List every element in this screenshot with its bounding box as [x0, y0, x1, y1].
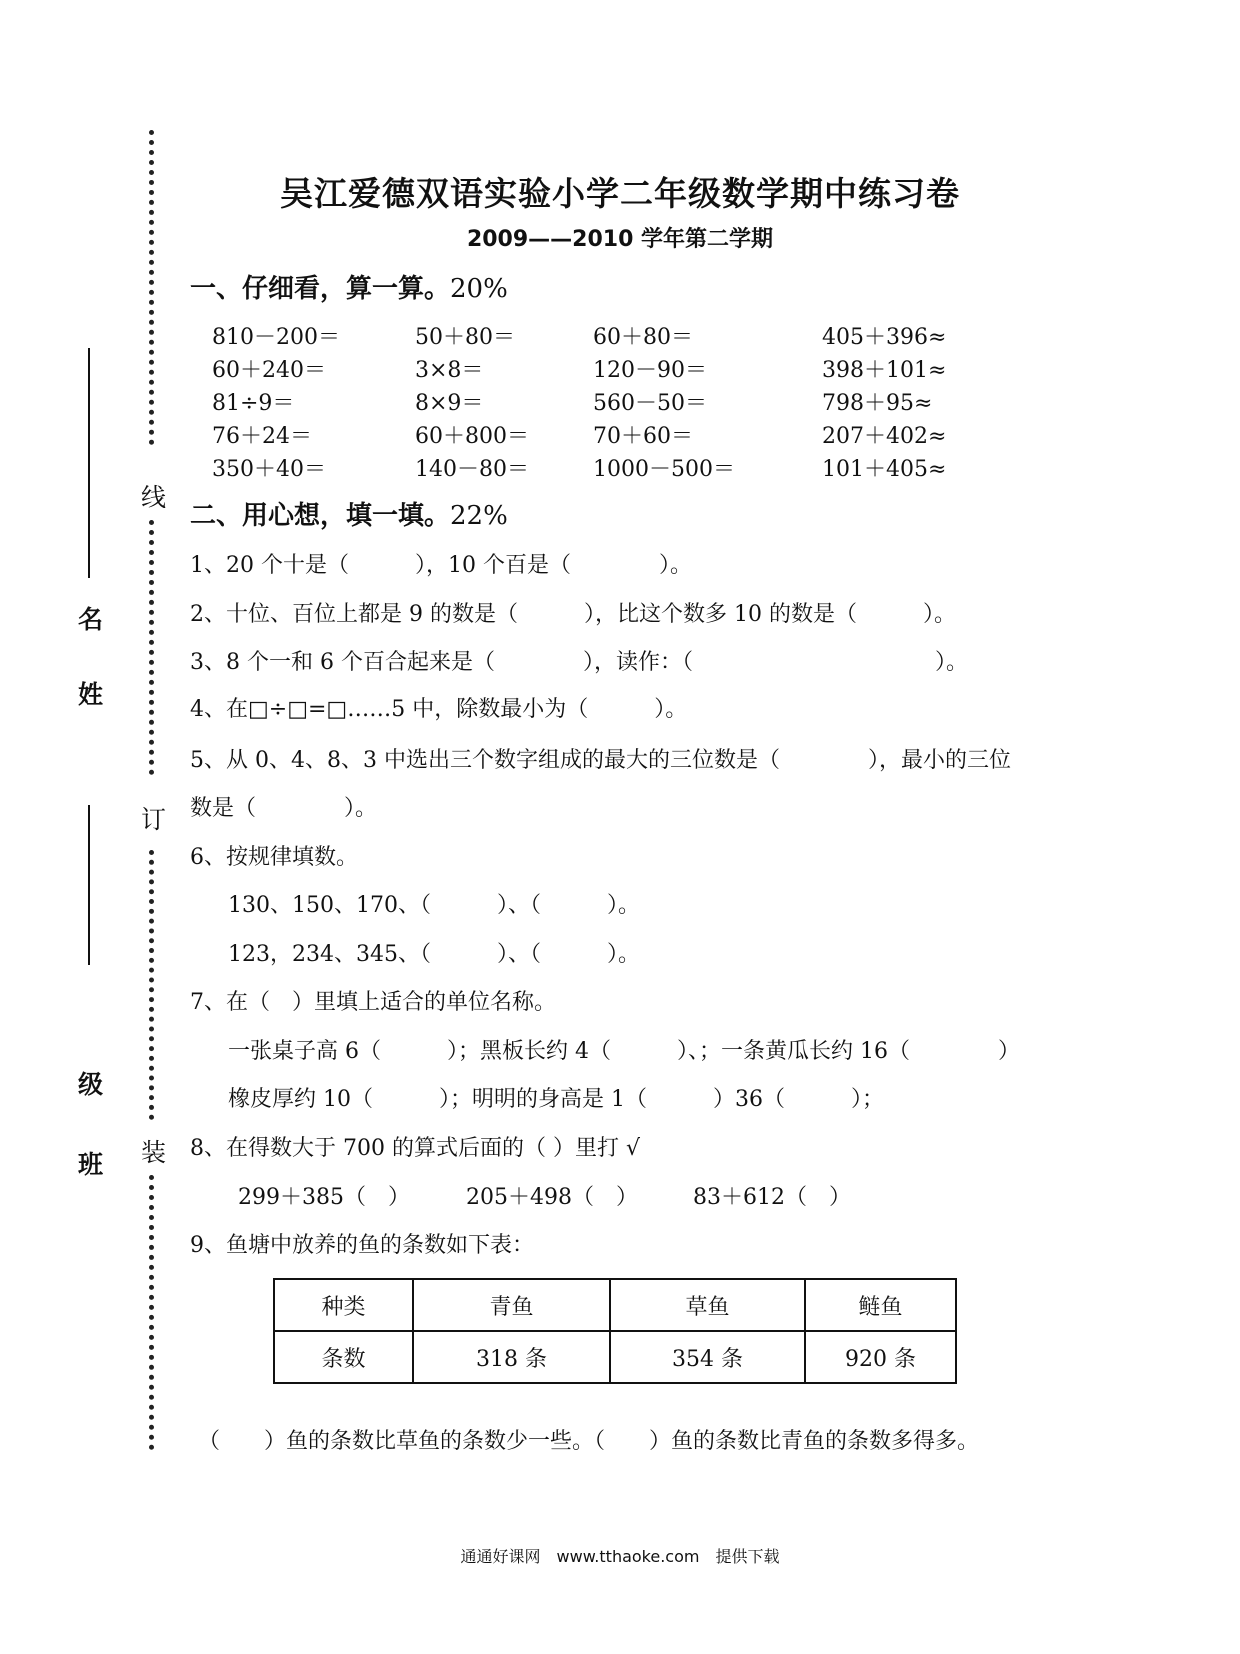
calc-item: 560－50＝ — [593, 391, 707, 416]
calc-item: 3×8＝ — [415, 358, 484, 383]
page-title: 吴江爱德双语实验小学二年级数学期中练习卷 — [280, 174, 960, 213]
question-2: 2、十位、百位上都是 9 的数是（ ），比这个数多 10 的数是（ ）。 — [190, 602, 956, 627]
calc-item: 120－90＝ — [593, 358, 707, 383]
calc-item: 60＋240＝ — [212, 358, 326, 383]
binding-char-ding: 订 — [141, 805, 167, 834]
question-6-sequence-b: 123，234、345、（ ）、（ ）。 — [228, 942, 640, 967]
calc-item: 76＋24＝ — [212, 424, 312, 449]
calc-item: 8×9＝ — [415, 391, 484, 416]
calc-item: 70＋60＝ — [593, 424, 693, 449]
table-header-cell: 鲢鱼 — [805, 1279, 956, 1331]
section2-heading-text: 二、用心想，填一填。 — [190, 501, 451, 531]
question-8-item: 83＋612（ ） — [693, 1185, 851, 1210]
question-1: 1、20 个十是（ ），10 个百是（ ）。 — [190, 553, 692, 578]
question-4: 4、在□÷□=□……5 中，除数最小为（ ）。 — [190, 697, 688, 722]
binding-dotted-line-bottom — [149, 1175, 154, 1450]
calc-item: 398＋101≈ — [822, 358, 947, 383]
table-header-cell: 种类 — [274, 1279, 413, 1331]
class-label-char-1: 级 — [78, 1070, 104, 1099]
page-subtitle: 2009——2010 学年第二学期 — [466, 227, 774, 252]
table-header-row — [274, 1279, 956, 1331]
table-header-cell: 草鱼 — [610, 1279, 805, 1331]
question-9: 9、鱼塘中放养的鱼的条数如下表： — [190, 1233, 534, 1258]
section1-percent: 20% — [450, 274, 508, 304]
question-5-line1: 5、从 0、4、8、3 中选出三个数字组成的最大的三位数是（ ），最小的三位 — [190, 748, 1011, 773]
question-6: 6、按规律填数。 — [190, 845, 358, 870]
binding-char-zhuang: 装 — [141, 1138, 167, 1167]
question-3: 3、8 个一和 6 个百合起来是（ ），读作：（ ）。 — [190, 650, 968, 675]
question-8: 8、在得数大于 700 的算式后面的（ ）里打 √ — [190, 1136, 640, 1161]
table-cell: 318 条 — [413, 1331, 610, 1383]
table-cell: 354 条 — [610, 1331, 805, 1383]
table-row — [274, 1331, 956, 1383]
calc-item: 50＋80＝ — [415, 325, 515, 350]
class-underline — [88, 805, 90, 965]
calc-item: 140－80＝ — [415, 457, 529, 482]
table-cell: 条数 — [274, 1331, 413, 1383]
class-label-char-0: 班 — [78, 1150, 104, 1179]
question-9-followup: （ ）鱼的条数比草鱼的条数少一些。（ ）鱼的条数比青鱼的条数多得多。 — [198, 1429, 980, 1454]
calc-item: 207＋402≈ — [822, 424, 947, 449]
calc-item: 60＋80＝ — [593, 325, 693, 350]
question-8-item: 205＋498（ ） — [466, 1185, 638, 1210]
calc-item: 810－200＝ — [212, 325, 340, 350]
name-underline — [88, 348, 90, 578]
question-5-line2: 数是（ ）。 — [190, 796, 378, 821]
name-label-char-1: 名 — [78, 605, 104, 634]
question-7-line-b: 橡皮厚约 10（ ）；明明的身高是 1（ ）36（ ）； — [228, 1087, 884, 1112]
question-8-item: 299＋385（ ） — [238, 1185, 410, 1210]
section1-heading-text: 一、仔细看，算一算。 — [190, 274, 451, 304]
section2-percent: 22% — [450, 501, 508, 531]
calc-item: 798＋95≈ — [822, 391, 933, 416]
binding-dotted-line-mid — [149, 520, 154, 775]
section1-heading — [190, 268, 508, 305]
table-cell: 920 条 — [805, 1331, 956, 1383]
calc-item: 60＋800＝ — [415, 424, 529, 449]
calc-item: 350＋40＝ — [212, 457, 326, 482]
binding-char-xian: 线 — [141, 483, 167, 512]
calc-item: 405＋396≈ — [822, 325, 947, 350]
question-7-line-a: 一张桌子高 6（ ）；黑板长约 4（ ）、；一条黄瓜长约 16（ ） — [228, 1039, 1020, 1064]
section2-heading — [190, 495, 508, 532]
calc-item: 81÷9＝ — [212, 391, 295, 416]
question-7: 7、在（ ）里填上适合的单位名称。 — [190, 990, 556, 1015]
table-header-cell: 青鱼 — [413, 1279, 610, 1331]
calc-item: 101＋405≈ — [822, 457, 947, 482]
calc-item: 1000－500＝ — [593, 457, 735, 482]
fish-count-table — [273, 1278, 957, 1384]
footer-credit: 通通好课网 www.tthaoke.com 提供下载 — [460, 1547, 780, 1566]
question-6-sequence-a: 130、150、170、（ ）、（ ）。 — [228, 893, 640, 918]
binding-dotted-line-lower — [149, 850, 154, 1120]
name-label-char-0: 姓 — [78, 680, 104, 709]
